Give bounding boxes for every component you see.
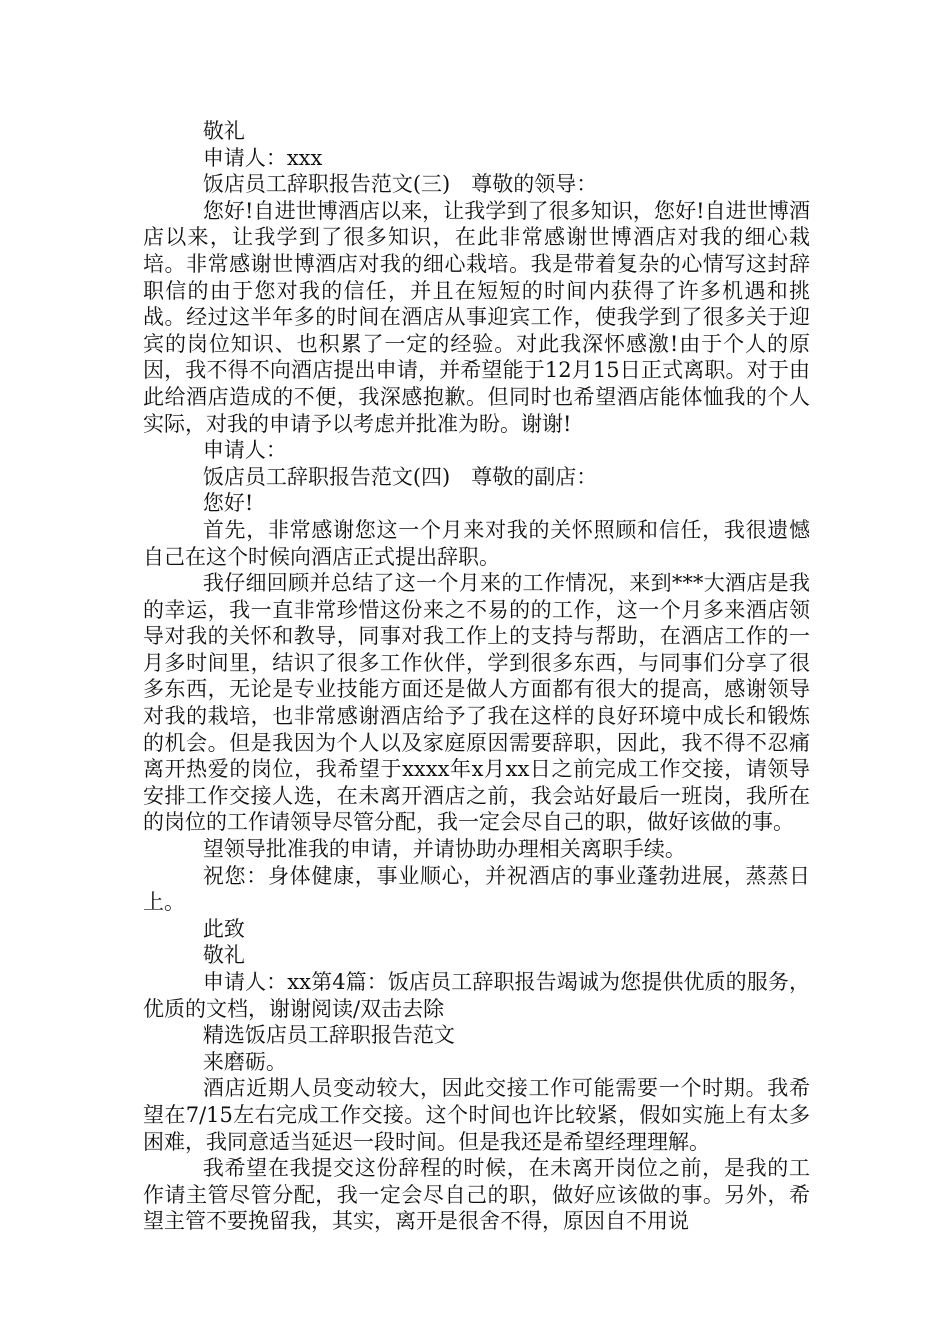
body-paragraph: 我仔细回顾并总结了这一个月来的工作情况，来到***大酒店是我的幸运，我一直非常珍惜这份来之不易的的工作，这一个月多来酒店领导对我的关怀和教导，同事对我工作上的支持与帮助，在酒店工作的一月多时间里，结识了很多工作伙伴，学到很多东西，与同事们分享了很多东西，无论是专业技能方面还是做人方面都有很大的提高，感谢领导对我的栽培，也非常感谢酒店给予了我在这样的良好环境中成长和锻炼的机会。但是我因为个人以及家庭原因需要辞职，因此，我不得不忍痛离开热爱的岗位，我希望于xxxx年x月xx日之前完成工作交接，请领导安排工作交接人选，在未离开酒店之前，我会站好最后一班岗，我所在的岗位的工作请领导尽管分配，我一定会尽自己的职，做好该做的事。 [143,571,810,835]
body-paragraph: 首先，非常感谢您这一个月来对我的关怀照顾和信任，我很遗憾自己在这个时候向酒店正式提出辞职。 [143,517,810,569]
applicant-line: 申请人： [202,438,287,463]
body-paragraph: 祝您：身体健康，事业顺心，并祝酒店的事业蓬勃进展，蒸蒸日上。 [143,863,810,915]
closing-line: 此致 [202,916,245,941]
body-paragraph: 来磨砺。 [202,1049,287,1074]
applicant-line: 申请人：xx第4篇：饭店员工辞职报告竭诚为您提供优质的服务，优质的文档，谢谢阅读/双击去除 [143,970,810,1021]
section-heading-4: 饭店员工辞职报告范文(四) 尊敬的副店： [202,464,598,489]
greeting-line: 您好! [202,491,254,516]
closing-salute: 敬礼 [202,119,245,143]
applicant-line: 申请人：xxx [202,145,323,170]
body-paragraph: 您好!自进世博酒店以来，让我学到了很多知识，您好!自进世博酒店以来，让我学到了很多知识，在此非常感谢世博酒店对我的细心栽培。非常感谢世博酒店对我的细心栽培。我是带着复杂的心情写这封辞职信的由于您对我的信任，并且在短短的时间内获得了许多机遇和挑战。经过这半年多的时间在酒店从事迎宾工作，使我学到了很多关于迎宾的岗位知识、也积累了一定的经验。对此我深怀感激!由于个人的原因，我不得不向酒店提出申请，并希望能于12月15日正式离职。对于由此给酒店造成的不便，我深感抱歉。但同时也希望酒店能体恤我的个人实际，对我的申请予以考虑并批准为盼。谢谢! [143,198,810,436]
closing-salute: 敬礼 [202,943,245,968]
section-heading: 精选饭店员工辞职报告范文 [202,1023,455,1048]
body-paragraph: 我希望在我提交这份辞程的时候，在未离开岗位之前，是我的工作请主管尽管分配，我一定会尽自己的职，做好应该做的事。另外，希望主管不要挽留我，其实，离开是很舍不得，原因自不用说 [143,1156,810,1234]
body-paragraph: 酒店近期人员变动较大，因此交接工作可能需要一个时期。我希望在7/15左右完成工作交接。这个时间也许比较紧，假如实施上有太多困难，我同意适当延迟一段时间。但是我还是希望经理理解。 [143,1076,810,1154]
section-heading-3: 饭店员工辞职报告范文(三) 尊敬的领导： [202,172,598,197]
body-paragraph: 望领导批准我的申请，并请协助办理相关离职手续。 [202,837,686,862]
document-body [143,118,810,1235]
